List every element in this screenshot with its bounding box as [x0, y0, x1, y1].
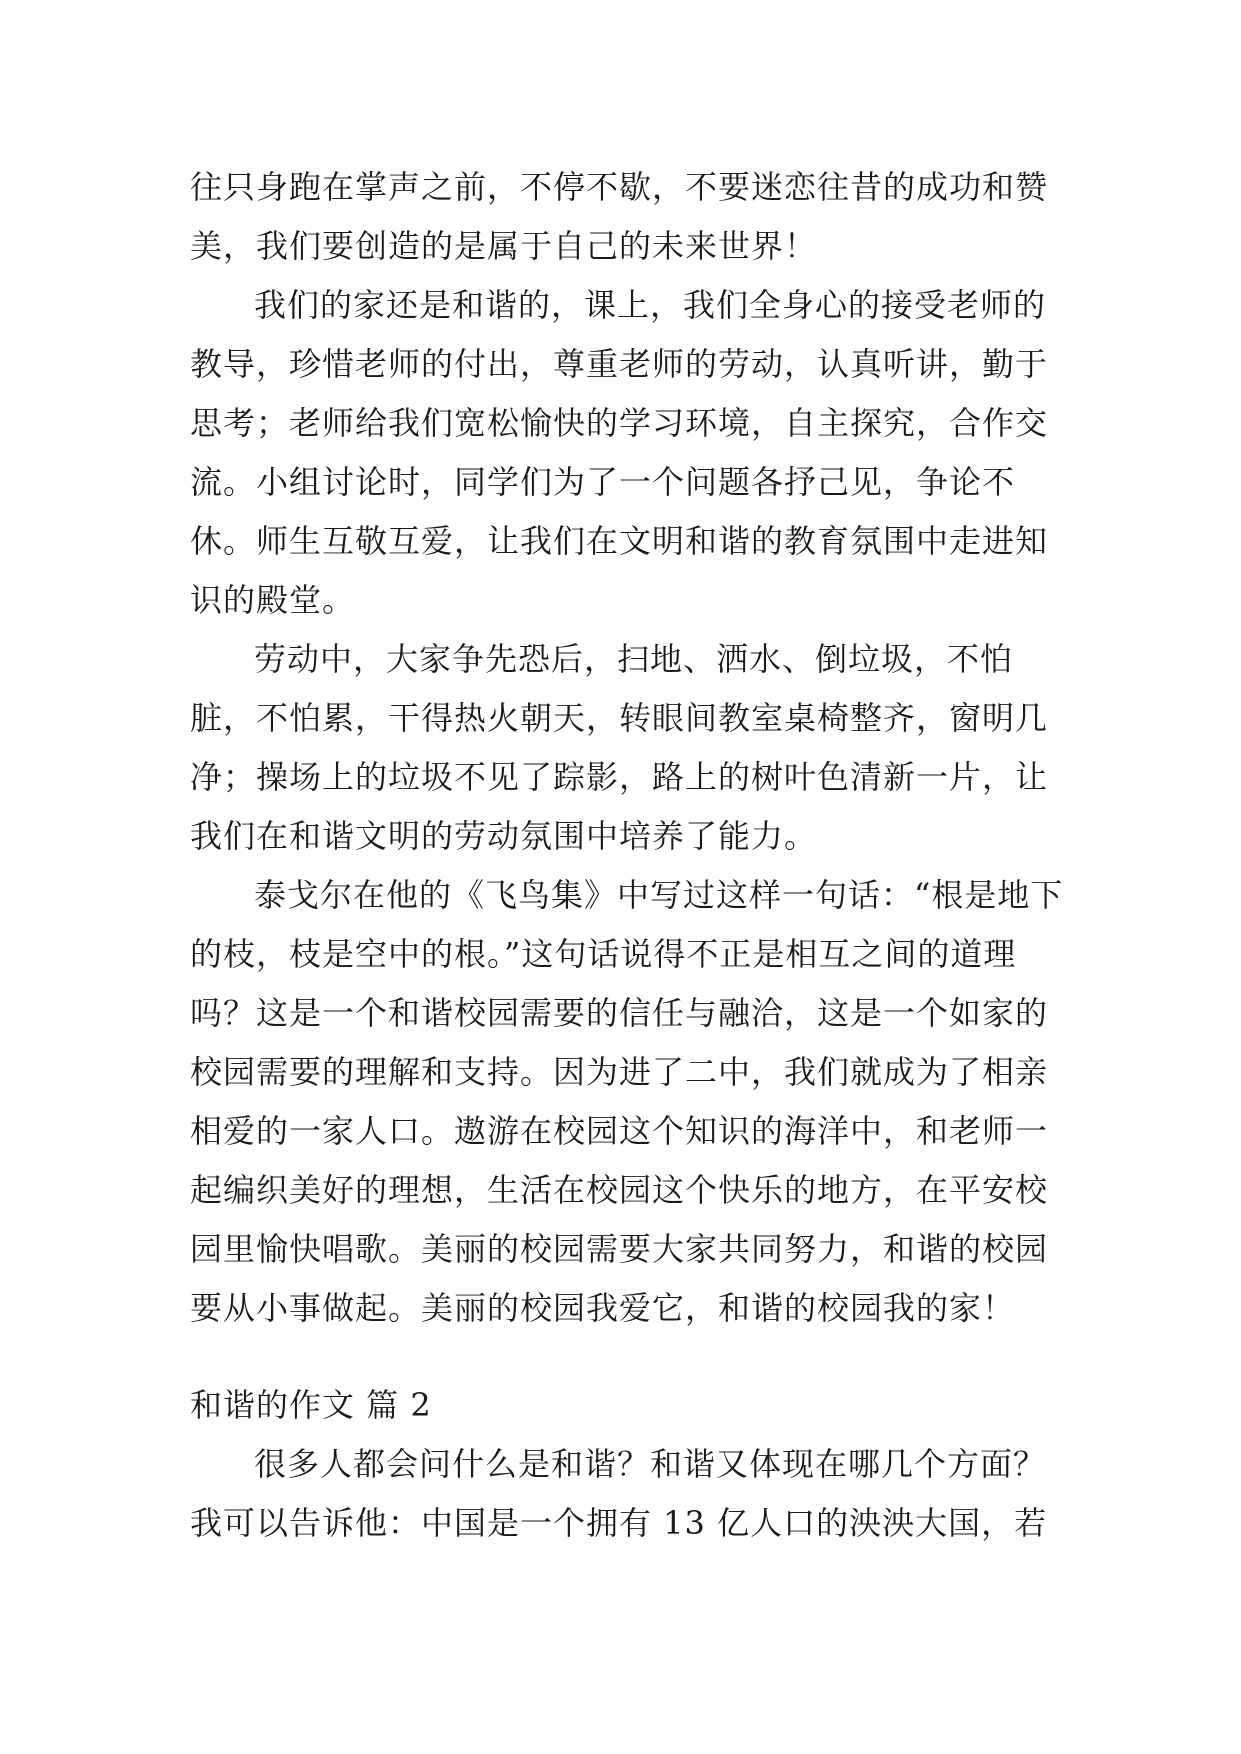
paragraph-labor: 劳动中，大家争先恐后，扫地、洒水、倒垃圾，不怕脏，不怕累，干得热火朝天，转眼间教室桌椅整齐，窗明几净；操场上的垃圾不见了踪影，路上的树叶色清新一片，让我们在和谐文明的劳动氛围中培养了能力。 — [190, 640, 1049, 855]
paragraph-harmony-question: 很多人都会问什么是和谐？和谐又体现在哪几个方面？我可以告诉他：中国是一个拥有 13 亿人口的泱泱大国，若 — [190, 1445, 1048, 1542]
paragraph-classroom: 我们的家还是和谐的，课上，我们全身心的接受老师的教导，珍惜老师的付出，尊重老师的劳动，认真听讲，勤于思考；老师给我们宽松愉快的学习环境，自主探究，合作交流。小组讨论时，同学们为了一个问题各抒己见，争论不休。师生互敬互爱，让我们在文明和谐的教育氛围中走进知识的殿堂。 — [190, 286, 1049, 619]
essay-section-2 — [190, 1376, 1070, 1553]
paragraph-continuation: 往只身跑在掌声之前，不停不歇，不要迷恋往昔的成功和赞美，我们要创造的是属于自己的未来世界！ — [190, 168, 1049, 265]
section-heading: 和谐的作文 篇 2 — [190, 1386, 432, 1424]
essay-body-section-1 — [190, 158, 1070, 1338]
paragraph-tagore: 泰戈尔在他的《飞鸟集》中写过这样一句话：“根是地下的枝，枝是空中的根。”这句话说得不正是相互之间的道理吗？这是一个和谐校园需要的信任与融洽，这是一个如家的校园需要的理解和支持。因为进了二中，我们就成为了相亲相爱的一家人口。遨游在校园这个知识的海洋中，和老师一起编织美好的理想，生活在校园这个快乐的地方，在平安校园里愉快唱歌。美丽的校园需要大家共同努力，和谐的校园要从小事做起。美丽的校园我爱它，和谐的校园我的家！ — [190, 876, 1064, 1327]
